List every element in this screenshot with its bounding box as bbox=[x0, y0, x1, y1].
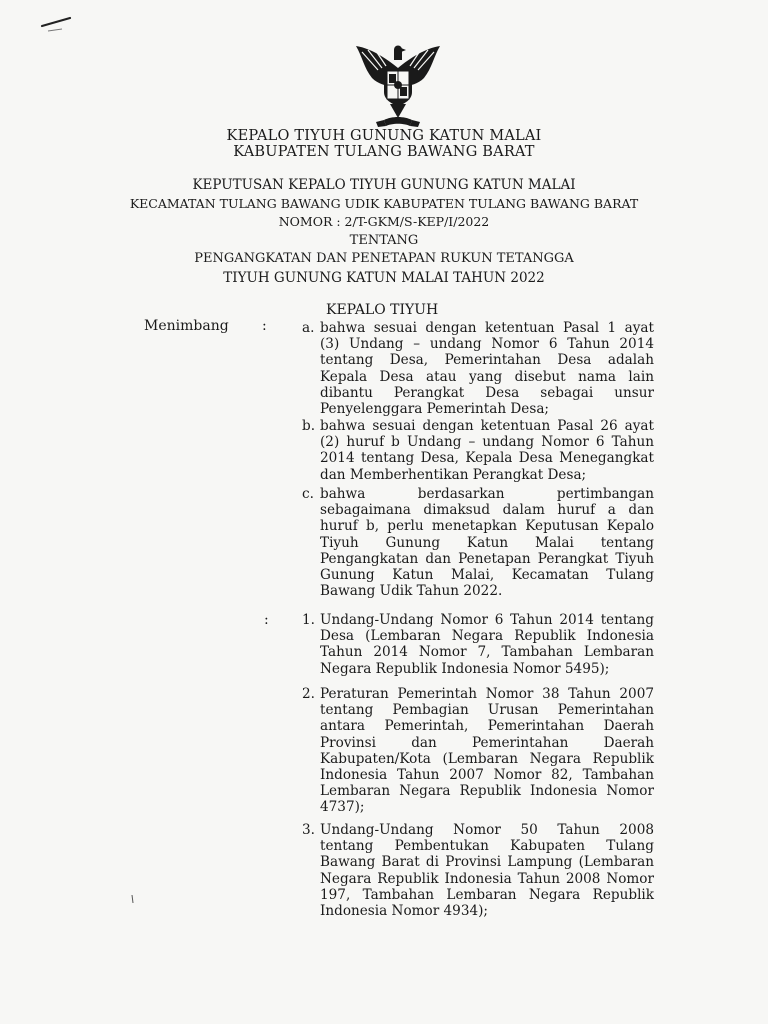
decree-line-5: PENGANGKATAN DAN PENETAPAN RUKUN TETANGGA bbox=[194, 251, 574, 266]
decree-tentang: TENTANG bbox=[349, 232, 419, 248]
item-line: Undang-Undang Nomor 6 Tahun 2014 tentang bbox=[320, 612, 654, 628]
issuer-line-1: KEPALO TIYUH GUNUNG KATUN MALAI bbox=[226, 128, 542, 144]
item-line: tentang Pembagian Urusan Pemerintahan bbox=[320, 702, 654, 719]
item-line: Negara Republik Indonesia Nomor 5495); bbox=[320, 660, 610, 677]
item-line: Lembaran Negara Republik Indonesia Nomor bbox=[320, 783, 654, 800]
item-line: Pengangkatan dan Penetapan Perangkat Tiyuh bbox=[320, 550, 654, 567]
item-line: Provinsi dan Pemerintahan Daerah bbox=[320, 734, 654, 751]
menimbang-label: Menimbang bbox=[144, 318, 229, 334]
item-line: Indonesia Nomor 4934); bbox=[320, 903, 489, 920]
item-number: 1. bbox=[302, 612, 315, 628]
decree-line-6: TIYUH GUNUNG KATUN MALAI TAHUN 2022 bbox=[223, 269, 545, 286]
item-line: Indonesia Tahun 2007 Nomor 82, Tambahan bbox=[320, 767, 654, 784]
issuer-line-2: KABUPATEN TULANG BAWANG BARAT bbox=[233, 144, 535, 160]
item-line: 2014 tentang Desa, Kepala Desa Menegangkat bbox=[320, 450, 654, 467]
garuda-emblem-icon bbox=[348, 38, 448, 130]
item-line: (2) huruf b Undang – undang Nomor 6 Tahun bbox=[320, 434, 654, 451]
decree-number: NOMOR : 2/T-GKM/S-KEP/I/2022 bbox=[278, 214, 490, 229]
item-line: Bawang Barat di Provinsi Lampung (Lembaran bbox=[320, 854, 654, 871]
item-line: Tahun 2014 Nomor 7, Tambahan Lembaran bbox=[320, 644, 654, 661]
item-line: Kabupaten/Kota (Lembaran Negara Republik bbox=[320, 750, 654, 767]
item-line: Peraturan Pemerintah Nomor 38 Tahun 2007 bbox=[320, 686, 654, 702]
item-line: bahwa berdasarkan pertimbangan bbox=[320, 486, 654, 502]
item-line: Undang-Undang Nomor 50 Tahun 2008 bbox=[320, 822, 654, 838]
decree-line-1: KEPUTUSAN KEPALO TIYUH GUNUNG KATUN MALAI bbox=[192, 177, 576, 193]
item-number: a. bbox=[302, 320, 315, 336]
item-line: 4737); bbox=[320, 799, 365, 816]
item-line: (3) Undang – undang Nomor 6 Tahun 2014 bbox=[320, 336, 654, 353]
scan-speck bbox=[130, 894, 136, 904]
item-number: b. bbox=[302, 418, 316, 434]
issuer-header bbox=[0, 128, 768, 160]
item-line: bahwa sesuai dengan ketentuan Pasal 26 ayat bbox=[320, 418, 654, 434]
item-line: Desa (Lembaran Negara Republik Indonesia bbox=[320, 628, 654, 645]
item-line: dibantu Perangkat Desa sebagai unsur bbox=[320, 384, 654, 401]
item-line: Kepala Desa atau yang disebut nama lain bbox=[320, 368, 654, 385]
item-number: 3. bbox=[302, 822, 315, 838]
item-line: Bawang Udik Tahun 2022. bbox=[320, 583, 503, 600]
item-number: 2. bbox=[302, 686, 315, 702]
item-line: huruf b, perlu menetapkan Keputusan Kepalo bbox=[320, 518, 654, 535]
menimbang-colon: : bbox=[262, 318, 267, 334]
decree-title-block bbox=[0, 176, 768, 287]
handwritten-mark bbox=[40, 14, 90, 36]
item-number: c. bbox=[302, 486, 314, 502]
item-line: dan Memberhentikan Perangkat Desa; bbox=[320, 466, 587, 483]
item-line: tentang Desa, Pemerintahan Desa adalah bbox=[320, 352, 654, 369]
item-line: Gunung Katun Malai, Kecamatan Tulang bbox=[320, 567, 654, 584]
signatory-title: KEPALO TIYUH bbox=[326, 302, 439, 318]
item-line: Negara Republik Indonesia Tahun 2008 Nomor bbox=[320, 870, 654, 887]
item-line: Tiyuh Gunung Katun Malai tentang bbox=[320, 534, 654, 551]
item-line: tentang Pembentukan Kabupaten Tulang bbox=[320, 838, 654, 855]
item-line: Penyelenggara Pemerintah Desa; bbox=[320, 401, 550, 418]
mengingat-colon: : bbox=[264, 612, 269, 628]
item-line: sebagaimana dimaksud dalam huruf a dan bbox=[320, 502, 654, 519]
decree-line-2: KECAMATAN TULANG BAWANG UDIK KABUPATEN TULANG BAWANG BARAT bbox=[129, 195, 639, 211]
item-line: antara Pemerintah, Pemerintahan Daerah bbox=[320, 718, 654, 735]
item-line: bahwa sesuai dengan ketentuan Pasal 1 ayat bbox=[320, 320, 654, 336]
item-line: 197, Tambahan Lembaran Negara Republik bbox=[320, 886, 654, 903]
